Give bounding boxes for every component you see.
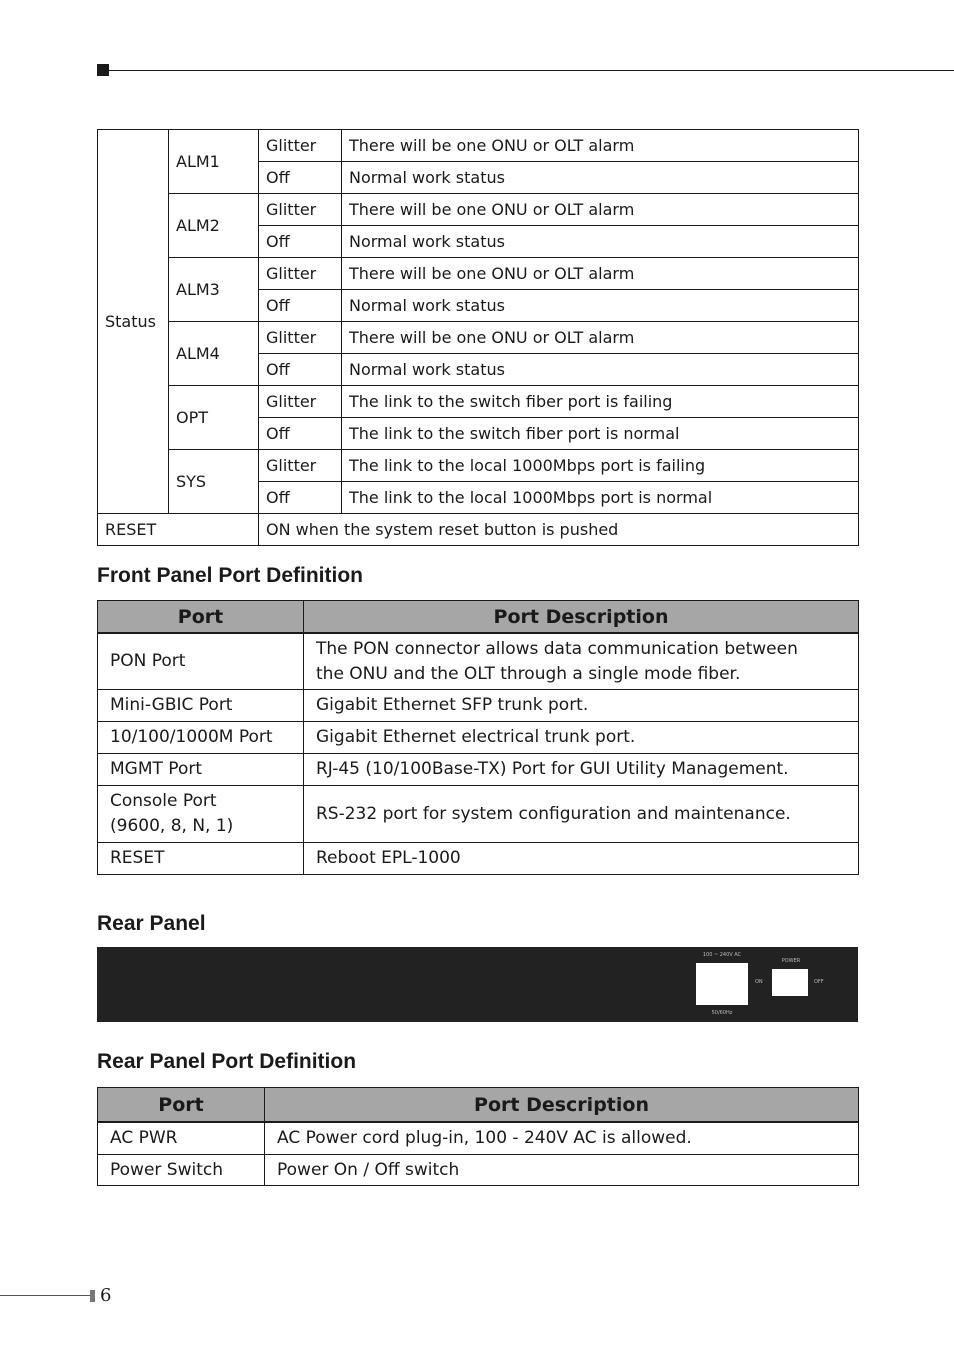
cell-line: PON Port	[110, 651, 186, 671]
cell-line: the ONU and the OLT through a single mode fiber.	[316, 663, 741, 684]
table-row	[98, 690, 859, 722]
page-number: 6	[100, 1285, 112, 1306]
rear-panel-title: Rear Panel	[97, 912, 206, 935]
led-state-cell: Glitter	[259, 386, 342, 418]
table-row	[98, 450, 859, 482]
table-row	[98, 843, 859, 875]
led-state-cell: Off	[259, 226, 342, 258]
cell-line: The PON connector allows data communication between	[316, 638, 798, 659]
reset-name-cell: RESET	[98, 514, 259, 546]
cell-line: AC Power cord plug-in, 100 - 240V AC is allowed.	[277, 1128, 692, 1148]
port-description-cell	[304, 722, 859, 754]
power-switch	[772, 969, 808, 996]
port-name-cell	[98, 1155, 265, 1186]
led-description-cell: The link to the switch fiber port is failing	[342, 386, 859, 418]
led-description-cell: Normal work status	[342, 354, 859, 386]
rear-panel-table-body	[98, 1122, 859, 1186]
table-row	[98, 633, 859, 690]
cell-line: AC PWR	[110, 1128, 178, 1148]
rear-panel-port-title: Rear Panel Port Definition	[97, 1050, 357, 1073]
column-header-port: Port	[98, 1088, 265, 1123]
port-name-cell	[98, 722, 304, 754]
footer-rule	[0, 1295, 90, 1296]
cell-line: Gigabit Ethernet electrical trunk port.	[316, 727, 636, 747]
cell-line: Reboot EPL-1000	[316, 848, 461, 868]
led-state-cell: Off	[259, 290, 342, 322]
header-rule	[109, 70, 954, 71]
port-name-cell	[98, 843, 304, 875]
led-name-cell: ALM1	[169, 130, 259, 194]
column-header-port: Port	[98, 601, 304, 634]
table-row	[98, 322, 859, 354]
cell-line: Mini-GBIC Port	[110, 695, 233, 715]
cell-line: Power Switch	[110, 1159, 224, 1180]
led-status-table	[97, 129, 859, 546]
led-name-cell: SYS	[169, 450, 259, 514]
led-description-cell: The link to the local 1000Mbps port is normal	[342, 482, 859, 514]
led-description-cell: The link to the local 1000Mbps port is failing	[342, 450, 859, 482]
led-state-cell: Glitter	[259, 450, 342, 482]
reset-description-cell: ON when the system reset button is pushed	[259, 514, 859, 546]
column-header-description: Port Description	[265, 1088, 859, 1123]
column-header-description: Port Description	[304, 601, 859, 634]
rear-panel-illustration	[97, 947, 858, 1022]
table-row	[98, 258, 859, 290]
led-description-cell: There will be one ONU or OLT alarm	[342, 130, 859, 162]
rear-panel-table	[97, 1087, 859, 1186]
led-description-cell: Normal work status	[342, 290, 859, 322]
front-panel-title: Front Panel Port Definition	[97, 564, 363, 587]
table-row	[98, 194, 859, 226]
table-row	[98, 1122, 859, 1155]
led-state-cell: Glitter	[259, 130, 342, 162]
switch-off-label: OFF	[814, 979, 824, 985]
led-state-cell: Off	[259, 162, 342, 194]
ac-voltage-label: 100 ~ 240V AC	[702, 952, 742, 958]
port-name-cell	[98, 754, 304, 786]
header-square	[97, 64, 109, 76]
cell-line: Gigabit Ethernet SFP trunk port.	[316, 695, 589, 715]
led-state-cell: Glitter	[259, 194, 342, 226]
led-state-cell: Off	[259, 418, 342, 450]
port-description-cell	[265, 1155, 859, 1186]
table-row	[98, 514, 859, 546]
led-state-cell: Glitter	[259, 258, 342, 290]
table-row	[98, 722, 859, 754]
cell-line: RS-232 port for system configuration and maintenance.	[316, 803, 791, 824]
port-name-cell	[98, 690, 304, 722]
port-name-cell	[98, 1122, 265, 1155]
ac-power-socket	[696, 963, 748, 1005]
cell-line: (9600, 8, N, 1)	[110, 816, 234, 836]
port-description-cell	[265, 1122, 859, 1155]
led-description-cell: There will be one ONU or OLT alarm	[342, 322, 859, 354]
footer-mark	[90, 1290, 95, 1302]
led-name-cell: ALM2	[169, 194, 259, 258]
ac-frequency-label: 50/60Hz	[711, 1010, 733, 1016]
led-state-cell: Off	[259, 482, 342, 514]
cell-line: RESET	[110, 848, 165, 868]
power-label: POWER	[781, 958, 801, 964]
led-description-cell: Normal work status	[342, 162, 859, 194]
led-state-cell: Glitter	[259, 322, 342, 354]
led-state-cell: Off	[259, 354, 342, 386]
cell-line: Console Port	[110, 791, 217, 811]
table-row	[98, 754, 859, 786]
status-label-cell: Status	[98, 130, 169, 514]
cell-line: 10/100/1000M Port	[110, 727, 273, 747]
led-name-cell: OPT	[169, 386, 259, 450]
table-row	[98, 786, 859, 843]
cell-line: MGMT Port	[110, 759, 202, 779]
led-table-body	[98, 130, 859, 546]
led-description-cell: Normal work status	[342, 226, 859, 258]
port-description-cell	[304, 690, 859, 722]
cell-line: Power On / Off switch	[277, 1159, 460, 1180]
switch-on-label: ON	[755, 979, 763, 985]
table-row	[98, 386, 859, 418]
port-name-cell	[98, 786, 304, 843]
port-description-cell	[304, 843, 859, 875]
front-panel-table	[97, 600, 859, 875]
port-description-cell	[304, 754, 859, 786]
port-description-cell	[304, 786, 859, 843]
led-name-cell: ALM3	[169, 258, 259, 322]
port-name-cell	[98, 633, 304, 690]
led-description-cell: There will be one ONU or OLT alarm	[342, 258, 859, 290]
led-name-cell: ALM4	[169, 322, 259, 386]
front-panel-table-body	[98, 633, 859, 875]
table-row	[98, 1155, 859, 1186]
cell-line: RJ-45 (10/100Base-TX) Port for GUI Utility Management.	[316, 759, 789, 779]
led-description-cell: There will be one ONU or OLT alarm	[342, 194, 859, 226]
port-description-cell	[304, 633, 859, 690]
table-row	[98, 130, 859, 162]
led-description-cell: The link to the switch fiber port is normal	[342, 418, 859, 450]
